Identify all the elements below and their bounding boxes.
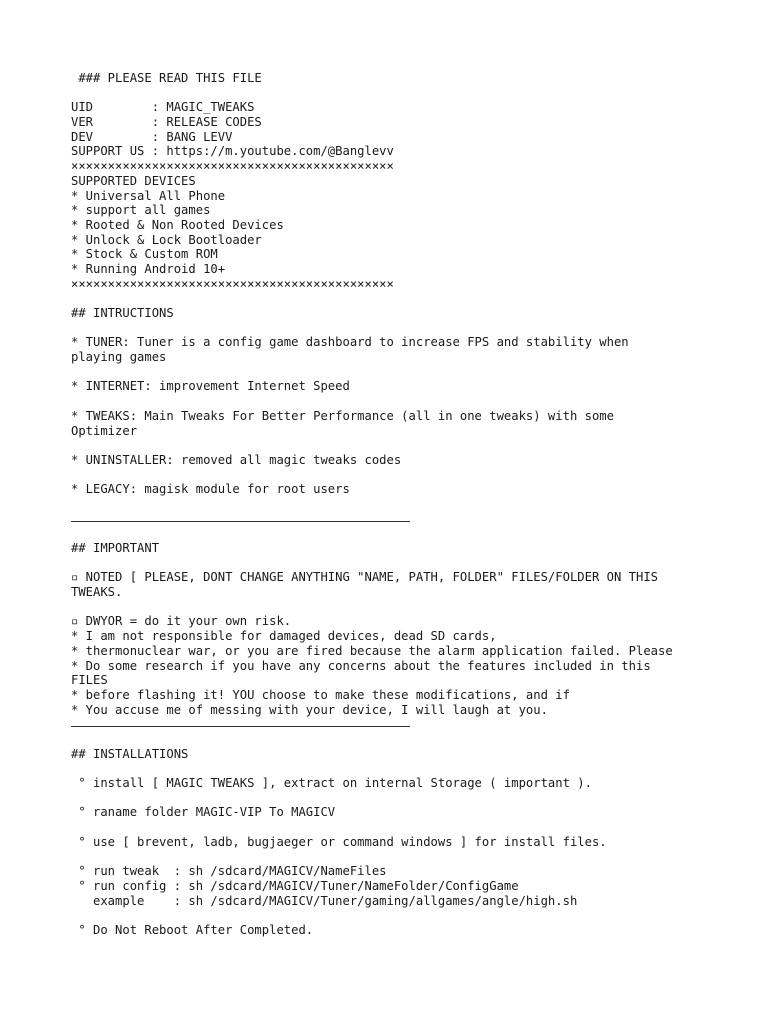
blank-line bbox=[71, 908, 711, 923]
command-run-config: ° run config : sh /sdcard/MAGICV/Tuner/NameFolder/ConfigGame bbox=[71, 878, 519, 893]
blank-line bbox=[71, 321, 711, 336]
important-noted-cont: TWEAKS. bbox=[71, 585, 123, 600]
disclaimer-line: ▫ DWYOR = do it your own risk. bbox=[71, 614, 292, 629]
horizontal-rule bbox=[71, 717, 711, 732]
installations-heading: ## INSTALLATIONS bbox=[71, 746, 189, 761]
blank-line bbox=[71, 291, 711, 306]
info-block bbox=[71, 100, 711, 159]
supported-device-item: * Universal All Phone bbox=[71, 188, 226, 203]
command-example: example : sh /sdcard/MAGICV/Tuner/gaming/allgames/angle/high.sh bbox=[71, 893, 578, 908]
info-support: SUPPORT US : https://m.youtube.com/@Banglevv bbox=[71, 144, 394, 159]
use-step: ° use [ brevent, ladb, bugjaeger or command windows ] for install files. bbox=[71, 834, 607, 849]
supported-device-item: * Stock & Custom ROM bbox=[71, 247, 218, 262]
supported-device-item: * support all games bbox=[71, 203, 211, 218]
blank-line bbox=[71, 600, 711, 615]
supported-devices-section bbox=[71, 174, 711, 277]
blank-line bbox=[71, 820, 711, 835]
instructions-heading: ## INTRUCTIONS bbox=[71, 306, 174, 320]
important-section bbox=[71, 541, 711, 717]
blank-line bbox=[71, 732, 711, 747]
blank-line bbox=[71, 365, 711, 380]
readme-document bbox=[71, 71, 711, 938]
install-step: ° install [ MAGIC TWEAKS ], extract on internal Storage ( important ). bbox=[71, 776, 592, 790]
disclaimer-line: FILES bbox=[71, 673, 108, 688]
blank-line bbox=[71, 556, 711, 571]
blank-line bbox=[71, 761, 711, 776]
disclaimer-line: * You accuse me of messing with your device, I will laugh at you. bbox=[71, 702, 548, 717]
instruction-tuner: * TUNER: Tuner is a config game dashboard to increase FPS and stability when bbox=[71, 335, 629, 350]
disclaimer-line: * before flashing it! YOU choose to make these modifications, and if bbox=[71, 687, 570, 702]
info-ver: VER : RELEASE CODES bbox=[71, 115, 262, 130]
supported-device-item: * Unlock & Lock Bootloader bbox=[71, 232, 262, 247]
supported-devices-heading: SUPPORTED DEVICES bbox=[71, 173, 196, 188]
info-uid: UID : MAGIC_TWEAKS bbox=[71, 100, 255, 115]
instruction-uninstaller: * UNINSTALLER: removed all magic tweaks codes bbox=[71, 452, 402, 467]
horizontal-rule bbox=[71, 512, 711, 527]
document-title: ### PLEASE READ THIS FILE bbox=[71, 71, 262, 85]
info-dev: DEV : BANG LEVV bbox=[71, 129, 233, 144]
blank-line bbox=[71, 497, 711, 512]
reboot-step: ° Do Not Reboot After Completed. bbox=[71, 922, 314, 937]
blank-line bbox=[71, 526, 711, 541]
blank-line bbox=[71, 438, 711, 453]
separator-line: ×××××××××××××××××××××××××××××××××××××××××××× bbox=[71, 159, 394, 174]
separator-line: ×××××××××××××××××××××××××××××××××××××××××××× bbox=[71, 276, 394, 291]
disclaimer-line: * I am not responsible for damaged devices, dead SD cards, bbox=[71, 629, 497, 644]
supported-device-item: * Rooted & Non Rooted Devices bbox=[71, 217, 284, 232]
installations-section bbox=[71, 747, 711, 938]
important-noted: ▫ NOTED [ PLEASE, DONT CHANGE ANYTHING "NAME, PATH, FOLDER" FILES/FOLDER ON THIS bbox=[71, 570, 658, 585]
blank-line bbox=[71, 468, 711, 483]
important-heading: ## IMPORTANT bbox=[71, 541, 160, 555]
instruction-tuner-cont: playing games bbox=[71, 350, 167, 365]
blank-line bbox=[71, 849, 711, 864]
instructions-section bbox=[71, 306, 711, 497]
blank-line bbox=[71, 394, 711, 409]
blank-line bbox=[71, 86, 711, 101]
command-run-tweak: ° run tweak : sh /sdcard/MAGICV/NameFiles bbox=[71, 864, 387, 879]
blank-line bbox=[71, 791, 711, 806]
instruction-tweaks-cont: Optimizer bbox=[71, 423, 138, 438]
supported-device-item: * Running Android 10+ bbox=[71, 261, 226, 276]
disclaimer-line: * thermonuclear war, or you are fired because the alarm application failed. Please bbox=[71, 643, 673, 658]
rename-step: ° raname folder MAGIC-VIP To MAGICV bbox=[71, 805, 336, 820]
instruction-internet: * INTERNET: improvement Internet Speed bbox=[71, 379, 350, 394]
disclaimer-line: * Do some research if you have any concerns about the features included in this bbox=[71, 658, 651, 673]
instruction-tweaks: * TWEAKS: Main Tweaks For Better Performance (all in one tweaks) with some bbox=[71, 408, 614, 423]
instruction-legacy: * LEGACY: magisk module for root users bbox=[71, 482, 350, 497]
